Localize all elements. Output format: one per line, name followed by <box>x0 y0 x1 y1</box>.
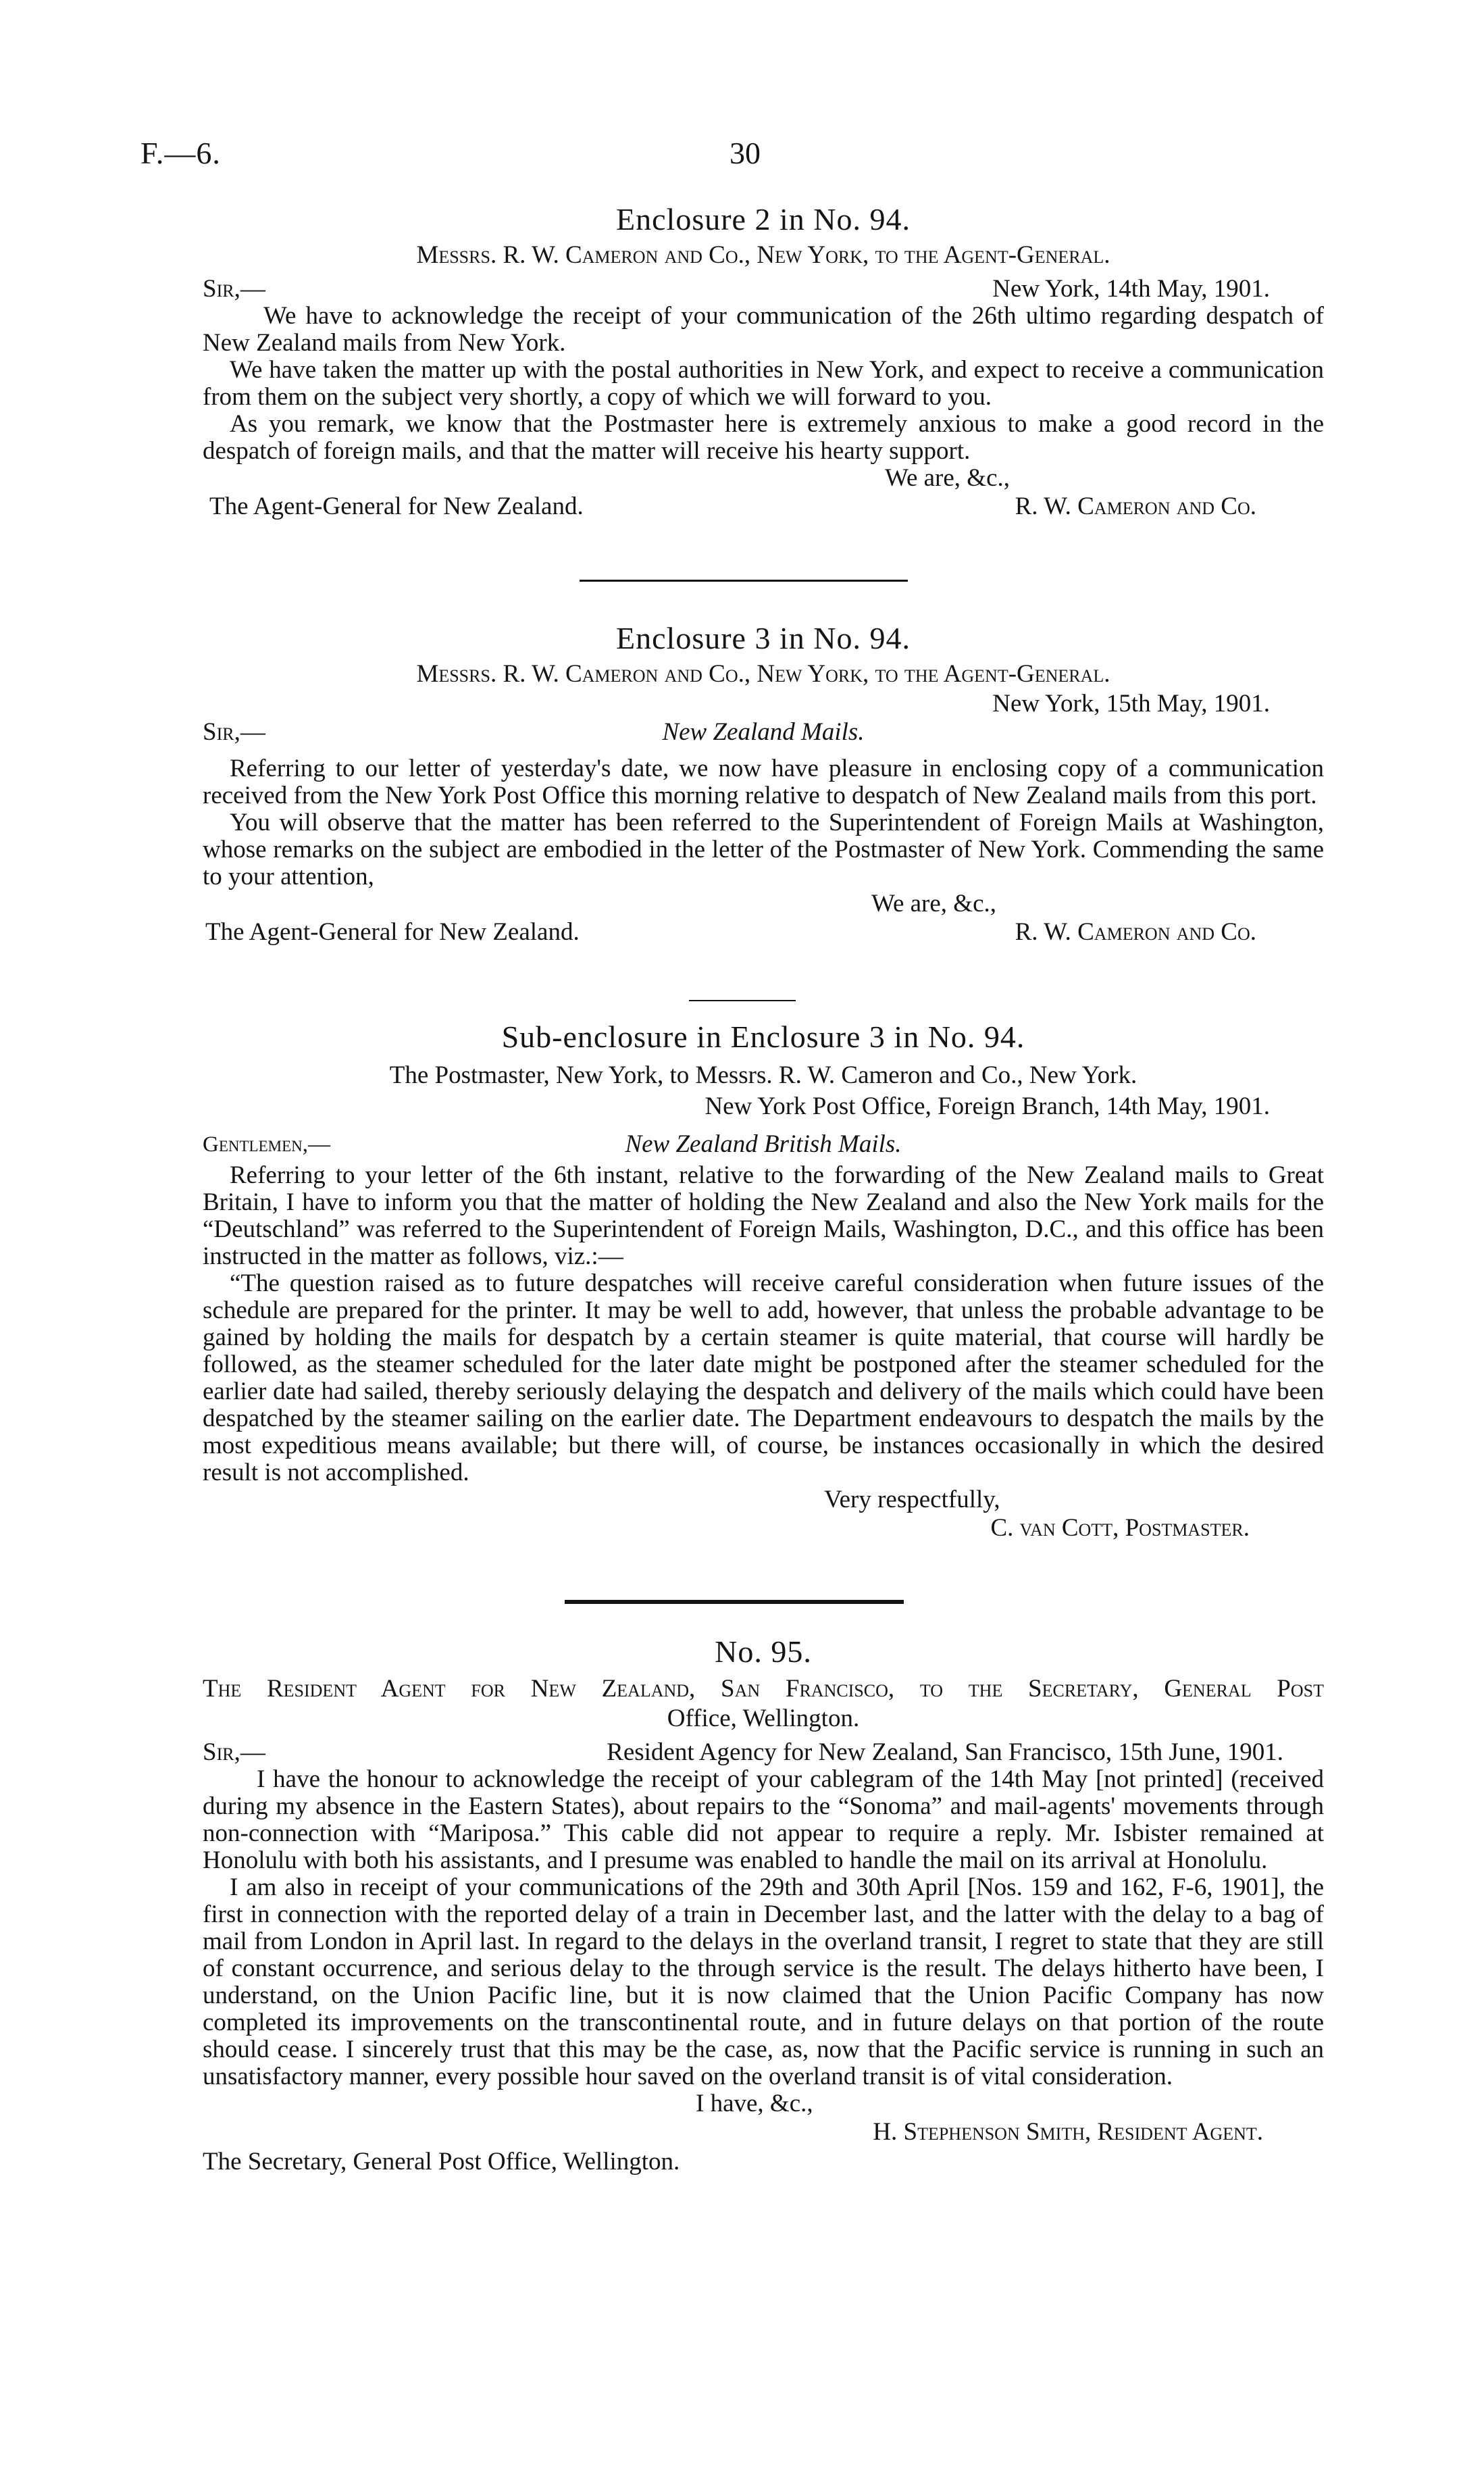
sub-enclosure-section <box>203 1019 1324 1543</box>
no-95-addressee: The Secretary, General Post Office, Wellington. <box>203 2148 680 2175</box>
enclosure-2-addressee: The Agent-General for New Zealand. <box>209 493 584 520</box>
no-95-salutation-row <box>203 1739 1324 1766</box>
document-reference: F.—6. <box>140 136 221 170</box>
enclosure-3-date-row <box>203 690 1324 718</box>
no-95-heading: No. 95. <box>715 1634 812 1669</box>
enclosure-3-signature-row <box>203 917 1324 947</box>
sub-enclosure-from-line: The Postmaster, New York, to Messrs. R. W. Cameron and Co., New York. <box>389 1061 1137 1089</box>
enclosure-2-paragraph-2: We have taken the matter up with the postal authorities in New York, and expect to receive a communication from them on the subject very shortly, a copy of which we will forward to you. <box>203 356 1324 411</box>
enclosure-2-closing-row <box>203 465 1324 492</box>
enclosure-2-salutation: Sir,— <box>203 275 265 303</box>
enclosure-2-dateline: New York, 14th May, 1901. <box>992 275 1270 303</box>
sub-enclosure-closing: Very respectfully, <box>824 1486 1000 1513</box>
enclosure-3-paragraph-2: You will observe that the matter has been referred to the Superintendent of Foreign Mails at Washington, whose remarks on the subject are embodied in the letter of the Postmaster of New York. Commending the same to your attention, <box>203 809 1324 890</box>
enclosure-2-from-line: Messrs. R. W. Cameron and Co., New York, to the Agent-General. <box>416 241 1110 269</box>
sub-enclosure-salutation-row <box>203 1131 1324 1158</box>
enclosure-2-salutation-row <box>203 276 1324 303</box>
enclosure-3-addressee: The Agent-General for New Zealand. <box>205 918 580 946</box>
sub-enclosure-salutation: Gentlemen,— <box>203 1132 330 1157</box>
enclosure-2-paragraph-3: As you remark, we know that the Postmaster here is extremely anxious to make a good record in the despatch of foreign mails, and that the matter will receive his hearty support. <box>203 410 1324 465</box>
enclosure-2-signer: R. W. Cameron and Co. <box>1015 493 1256 520</box>
no-95-paragraph-2: I am also in receipt of your communications of the 29th and 30th April [Nos. 159 and 162, F-6, 1901], the first in connection with the reported delay of a train in December last, and the latter with the delay to a bag of mail from London in April last. In regard to the delays in the overland transit, I regret to state that they are still of constant occurrence, and serious delay to the through service is the result. The delays hitherto have been, I understand, on the Union Pacific line, but it is now claimed that the Union Pacific Company has now completed its improvements on the transcontinental route, and in future delays on that portion of the route should cease. I sincerely trust that this may be the case, as, now that the Pacific service is running in such an unsatisfactory manner, every possible hour saved on the overland transit is of vital consideration. <box>203 1873 1324 2090</box>
no-95-signer: H. Stephenson Smith, Resident Agent. <box>873 2118 1263 2146</box>
no-95-closing: I have, &c., <box>696 2090 813 2117</box>
enclosure-3-section <box>203 620 1324 947</box>
page-number: 30 <box>730 136 761 170</box>
no-95-paragraph-1: I have the honour to acknowledge the receipt of your cablegram of the 14th May [not printed] (received during my absence in the Eastern States), about repairs to the “Sonoma” and mail-agents' movements through non-connection with “Mariposa.” This cable did not appear to require a reply. Mr. Isbister remained at Honolulu with both his assistants, and I presume was enabled to handle the mail on its arrival at Honolulu. <box>203 1765 1324 1874</box>
enclosure-3-dateline: New York, 15th May, 1901. <box>992 690 1270 718</box>
no-95-signature-row <box>203 2117 1324 2147</box>
no-95-closing-row <box>203 2090 1324 2117</box>
sub-enclosure-date-row <box>203 1093 1324 1120</box>
no-95-dateline: Resident Agency for New Zealand, San Francisco, 15th June, 1901. <box>607 1738 1283 1766</box>
enclosure-3-signer: R. W. Cameron and Co. <box>1015 918 1256 946</box>
enclosure-2-signature-row <box>203 492 1324 522</box>
thick-section-divider <box>565 1600 904 1604</box>
sub-enclosure-signature-row <box>203 1513 1324 1543</box>
short-divider <box>689 1000 796 1001</box>
enclosure-3-salutation: Sir,— <box>203 718 265 746</box>
enclosure-3-closing: We are, &c., <box>871 890 996 917</box>
section-divider <box>580 580 908 582</box>
enclosure-2-closing: We are, &c., <box>885 464 1010 492</box>
no-95-from-line-1: The Resident Agent for New Zealand, San Francisco, to the Secretary, General Post <box>203 1675 1324 1703</box>
sub-enclosure-paragraph-1: Referring to your letter of the 6th instant, relative to the forwarding of the New Zealand mails to Great Britain, I have to inform you that the matter of holding the New Zealand and also the New York mails for the “Deutschland” was referred to the Superintendent of Foreign Mails, Washington, D.C., and this office has been instructed in the matter as follows, viz.:— <box>203 1161 1324 1270</box>
no-95-from-line-2: Office, Wellington. <box>667 1705 860 1732</box>
no-95-section <box>203 1634 1324 2177</box>
enclosure-3-from-line: Messrs. R. W. Cameron and Co., New York, to the Agent-General. <box>416 660 1110 688</box>
sub-enclosure-closing-row <box>203 1486 1324 1513</box>
enclosure-3-closing-row <box>203 890 1324 917</box>
sub-enclosure-signer: C. van Cott, Postmaster. <box>990 1514 1250 1542</box>
enclosure-2-paragraph-1: We have to acknowledge the receipt of your communication of the 26th ultimo regarding despatch of New Zealand mails from New York. <box>203 302 1324 357</box>
enclosure-3-subject: New Zealand Mails. <box>662 718 865 746</box>
sub-enclosure-paragraph-2: “The question raised as to future despatches will receive careful consideration when future issues of the schedule are prepared for the printer. It may be well to add, however, that unless the probable advantage to be gained by holding the mails for despatch by a certain steamer is quite material, that course will hardly be followed, as the steamer scheduled for the later date might be postponed after the steamer scheduled for the earlier date had sailed, thereby seriously delaying the despatch and delivery of the mails which could have been despatched by the steamer sailing on the earlier date. The Department endeavours to despatch the mails by the most expeditious means available; but there will, of course, be instances occasionally in which the desired result is not accomplished. <box>203 1269 1324 1486</box>
sub-enclosure-dateline: New York Post Office, Foreign Branch, 14th May, 1901. <box>705 1092 1270 1120</box>
enclosure-2-heading: Enclosure 2 in No. 94. <box>616 202 911 236</box>
no-95-addressee-row <box>203 2147 1324 2177</box>
enclosure-3-paragraph-1: Referring to our letter of yesterday's date, we now have pleasure in enclosing copy of a communication received from the New York Post Office this morning relative to despatch of New Zealand mails from this port. <box>203 755 1324 809</box>
enclosure-3-salutation-row <box>203 719 1324 746</box>
sub-enclosure-heading: Sub-enclosure in Enclosure 3 in No. 94. <box>501 1020 1025 1054</box>
enclosure-3-heading: Enclosure 3 in No. 94. <box>616 621 911 655</box>
enclosure-2-section <box>203 201 1324 522</box>
no-95-salutation: Sir,— <box>203 1738 265 1766</box>
sub-enclosure-subject: New Zealand British Mails. <box>625 1130 902 1158</box>
